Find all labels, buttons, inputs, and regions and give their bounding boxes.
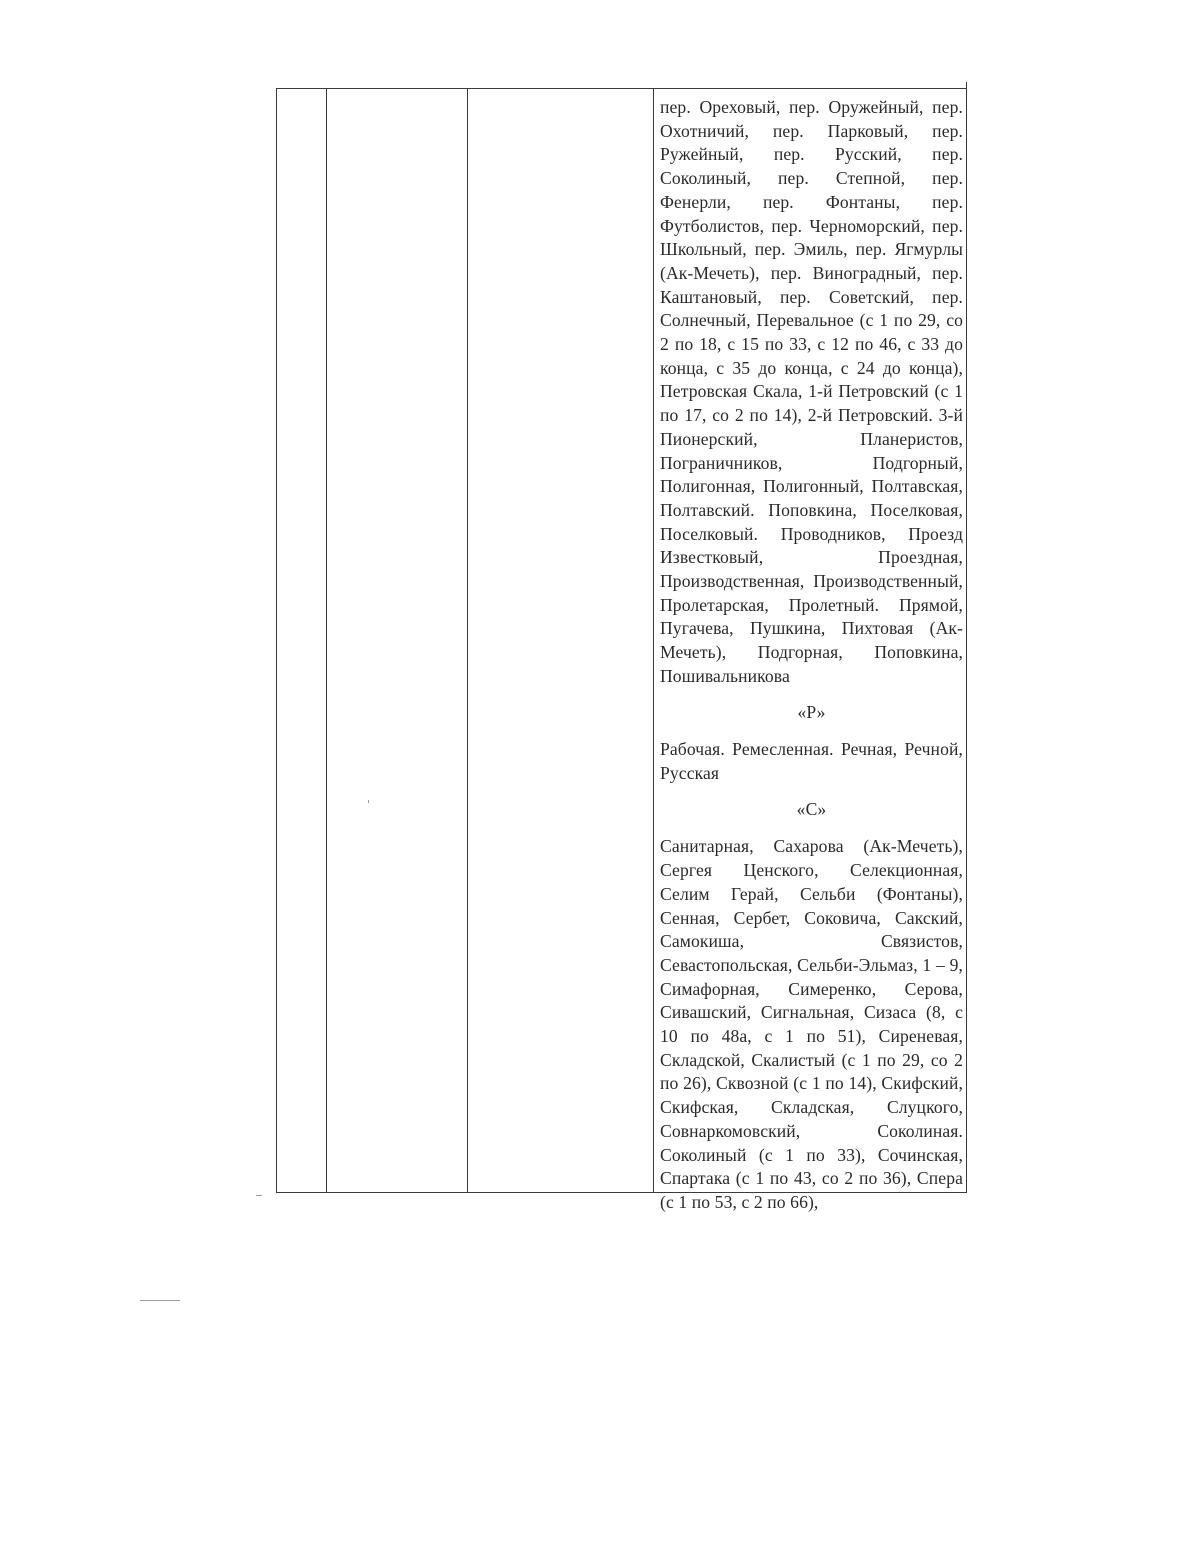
letter-heading-s: «С» <box>796 798 827 819</box>
scan-speck <box>368 800 369 803</box>
street-list-block-p: пер. Ореховый, пер. Оружейный, пер. Охотничий, пер. Парковый, пер. Ружейный, пер. Русский, пер. Соколиный, пер. Степной, пер. Фенерли, пер. Фонтаны, пер. Футболистов, пер. Черноморский, пер. Школьный, пер. Эмиль, пер. Ягмурлы (Ак-Мечеть), пер. Виноградный, пер. Каштановый, пер. Советский, пер. Солнечный, Перевальное (с 1 по 29, со 2 по 18, с 15 по 33, с 12 по 46, с 33 до конца, с 35 до конца, с 24 до конца), Петровская Скала, 1-й Петровский (с 1 по 17, со 2 по 14), 2-й Петровский. 3-й Пионерский, Планеристов, Пограничников, Подгорный, Полигонная, Полигонный, Полтавская, Полтавский. Поповкина, Поселковая, Поселковый. Проводников, Проезд Известковый, Проездная, Производственная, Производственный, Пролетарская, Пролетный. Прямой, Пугачева, Пушкина, Пихтовая (Ак-Мечеть), Подгорная, Поповкина, Пошивальникова <box>660 97 963 686</box>
column-divider-1 <box>326 88 327 1193</box>
letter-heading-r: «Р» <box>797 701 826 722</box>
table-right-border <box>966 82 967 1193</box>
street-list-block-r: Рабочая. Ремесленная. Речная, Речной, Русская <box>660 739 963 783</box>
table-top-border <box>276 88 966 89</box>
column-divider-3 <box>653 88 654 1193</box>
column-divider-2 <box>467 88 468 1193</box>
scan-speck <box>140 1300 180 1301</box>
street-list-column <box>660 96 963 1215</box>
scan-speck <box>256 1195 262 1196</box>
table-left-border <box>276 88 277 1193</box>
street-list-block-s: Санитарная, Сахарова (Ак-Мечеть), Сергея Ценского, Селекционная, Селим Герай, Сельби (Фонтаны), Сенная, Сербет, Соковича, Сакский, Самокиша, Связистов, Севастопольская, Сельби-Эльмаз, 1 – 9, Симафорная, Симеренко, Серова, Сивашский, Сигнальная, Сизаса (8, с 10 по 48а, с 1 по 51), Сиреневая, Складской, Скалистый (с 1 по 29, со 2 по 26), Сквозной (с 1 по 14), Скифский, Скифская, Складская, Слуцкого, Совнаркомовский, Соколиная. Соколиный (с 1 по 33), Сочинская, Спартака (с 1 по 43, со 2 по 36), Спера (с 1 по 53, с 2 по 66), <box>660 836 963 1212</box>
